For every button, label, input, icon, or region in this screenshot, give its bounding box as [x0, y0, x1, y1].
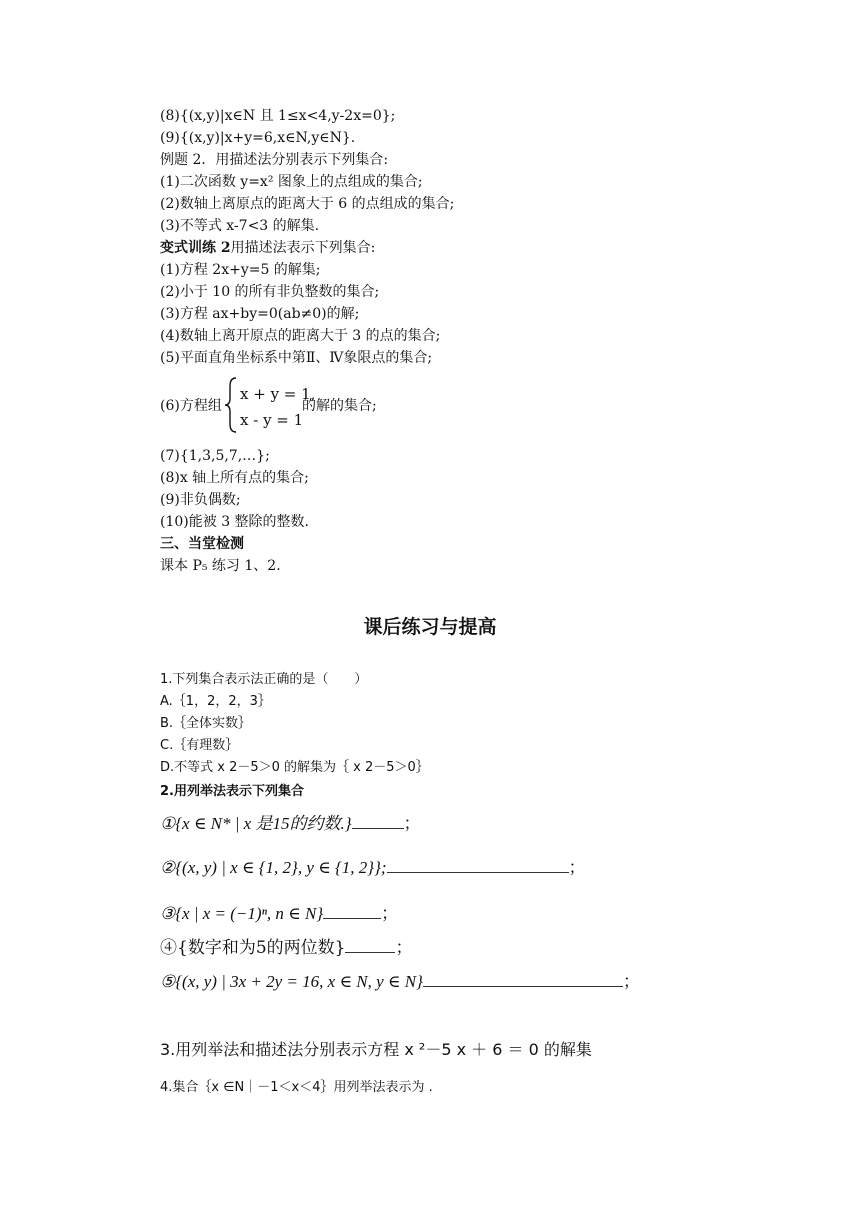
variant-2-heading: [160, 238, 375, 258]
variant-item-3: (3)方程 ax+by=0(ab≠0)的解;: [160, 306, 360, 322]
answer-blank-4[interactable]: [345, 938, 395, 953]
question-2-item-2: [160, 858, 586, 878]
variant-2-text: 用描述法表示下列集合:: [230, 240, 376, 256]
question-2-item-2-text: ②{(x, y) | x ∈ {1, 2}, y ∈ {1, 2}};: [160, 858, 387, 877]
variant-item-1: (1)方程 2x+y=5 的解集;: [160, 262, 321, 278]
question-2-item-3-text: ③{x | x = (−1)ⁿ, n ∈ N}: [160, 904, 324, 923]
question-1: 1.下列集合表示法正确的是（ ）: [160, 672, 368, 687]
variant-item-6-prefix: (6)方程组: [160, 398, 222, 414]
answer-blank-1[interactable]: [352, 814, 404, 829]
question-2-item-3: [160, 904, 398, 924]
question-1-option-b: B.｛全体实数｝: [160, 716, 252, 731]
variant-item-6-suffix: 的解的集合;: [302, 398, 377, 414]
question-2-item-1: [160, 814, 421, 834]
example-2-item-3: (3)不等式 x-7<3 的解集.: [160, 218, 320, 234]
answer-blank-2[interactable]: [387, 858, 569, 873]
set-item-9: (9){(x,y)|x+y=6,x∈N,y∈N}.: [160, 130, 356, 146]
set-item-8: (8){(x,y)|x∈N 且 1≤x<4,y-2x=0};: [160, 108, 396, 124]
variant-item-4: (4)数轴上离开原点的距离大于 3 的点的集合;: [160, 328, 441, 344]
question-2-item-4-text: ④{数字和为5的两位数}: [160, 938, 346, 958]
answer-blank-3[interactable]: [323, 904, 381, 919]
variant-2-label: 变式训练 2: [160, 240, 231, 256]
example-2-heading: 例题 2．用描述法分别表示下列集合:: [160, 152, 389, 168]
semicolon-3: ；: [381, 904, 399, 924]
variant-item-2: (2)小于 10 的所有非负整数的集合;: [160, 284, 380, 300]
example-2-item-2: (2)数轴上离原点的距离大于 6 的点组成的集合;: [160, 196, 455, 212]
section-3-text: 课本 P₅ 练习 1、2.: [160, 558, 281, 574]
semicolon-2: ；: [568, 858, 586, 878]
question-2-item-1-text: ①{x ∈ N* | x 是15的约数.}: [160, 814, 352, 833]
variant-item-9: (9)非负偶数;: [160, 492, 241, 508]
variant-item-7: (7){1,3,5,7,…};: [160, 448, 270, 464]
left-brace-icon: [224, 376, 238, 434]
question-2-item-5-text: ⑤{(x, y) | 3x + 2y = 16, x ∈ N, y ∈ N}: [160, 972, 423, 991]
question-2-item-5: [160, 972, 640, 992]
question-1-option-d: D.不等式 x 2－5＞0 的解集为｛ x 2－5＞0｝: [160, 760, 429, 775]
question-1-option-a: A.｛1，2，2，3｝: [160, 694, 271, 709]
section-3-heading: 三、当堂检测: [160, 536, 244, 552]
semicolon-5: ；: [622, 972, 640, 992]
variant-item-8: (8)x 轴上所有点的集合;: [160, 470, 309, 486]
question-2-item-4: [160, 938, 412, 958]
question-2: 2.用列举法表示下列集合: [160, 784, 304, 799]
answer-blank-5[interactable]: [423, 972, 623, 987]
semicolon-1: ；: [403, 814, 421, 834]
variant-item-6-eq1: x + y = 1,: [240, 385, 316, 403]
question-4: 4.集合｛x ∈N｜－1＜x＜4｝用列举法表示为 .: [160, 1080, 433, 1095]
variant-item-5: (5)平面直角坐标系中第Ⅱ、Ⅳ象限点的集合;: [160, 350, 433, 366]
question-1-option-c: C.｛有理数｝: [160, 738, 239, 753]
page-title: 课后练习与提高: [363, 616, 497, 638]
question-3: 3.用列举法和描述法分别表示方程 x ²－5 x ＋ 6 ＝ 0 的解集: [160, 1040, 592, 1059]
semicolon-4: ；: [395, 938, 413, 958]
variant-item-10: (10)能被 3 整除的整数.: [160, 514, 309, 530]
example-2-item-1: (1)二次函数 y=x² 图象上的点组成的集合;: [160, 174, 423, 190]
variant-item-6-eq2: x - y = 1: [240, 411, 304, 429]
